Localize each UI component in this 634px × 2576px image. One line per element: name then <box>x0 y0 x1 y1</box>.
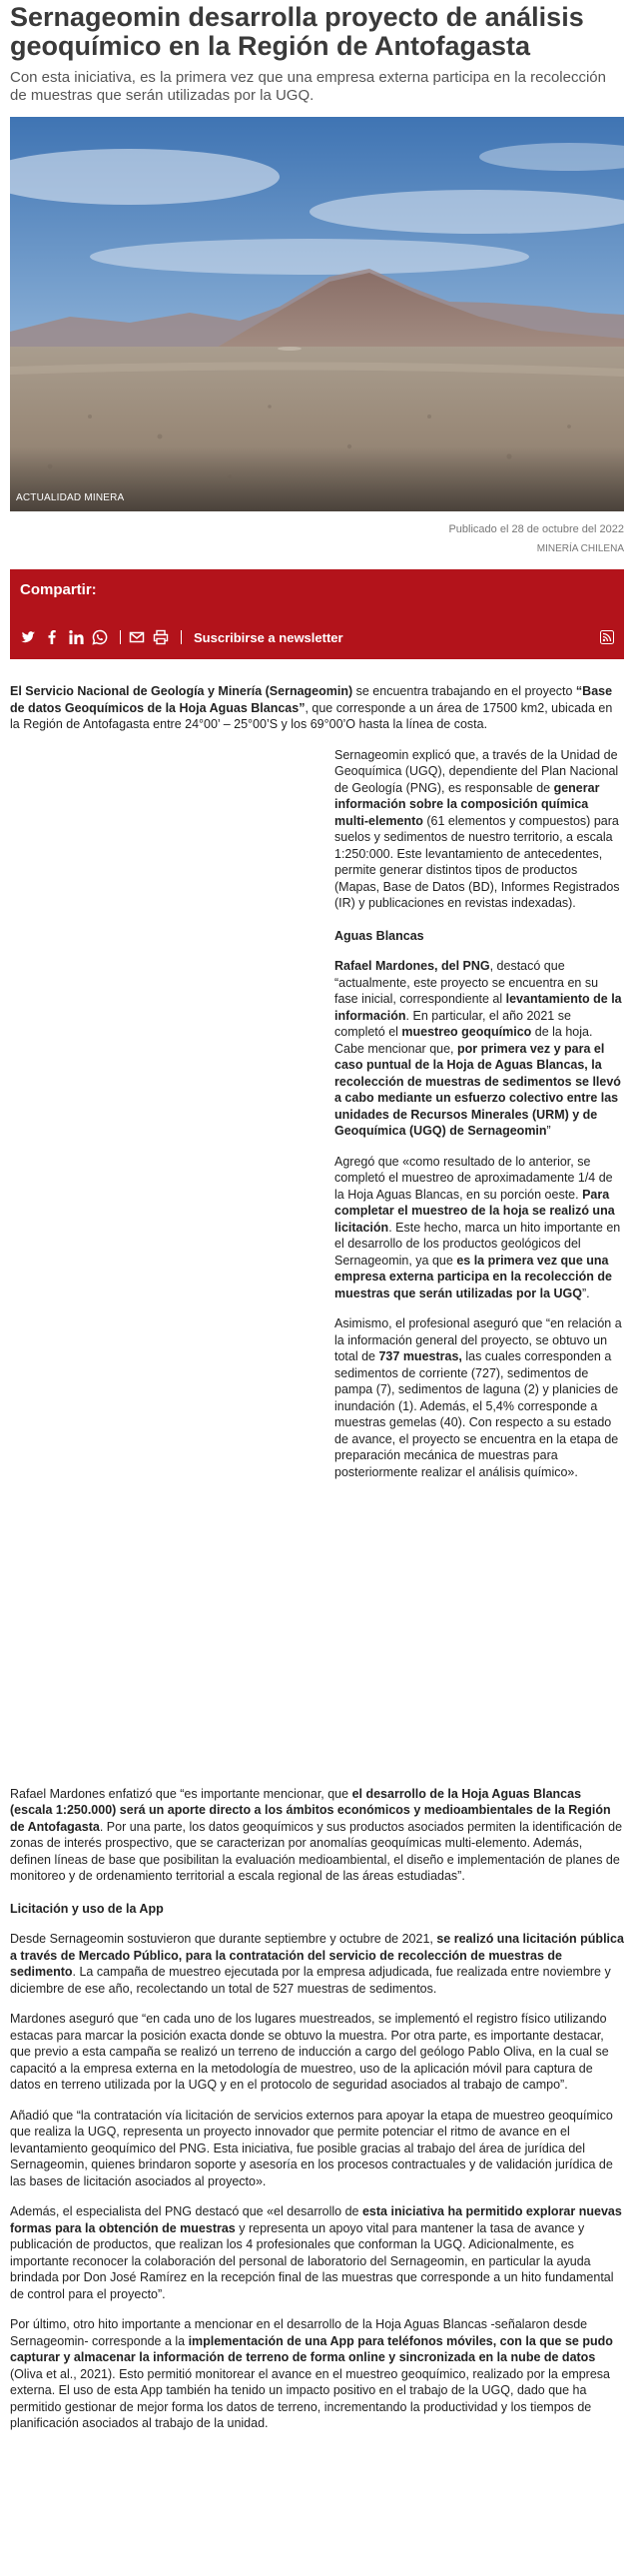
share-separator <box>120 630 121 644</box>
paragraph: Mardones aseguró que “en cada uno de los lugares muestreados, se implementó el registro físico utilizando estacas para marcar la posición exacta donde se obtuvo la muestra. Por otra parte, es importante destacar, que previo a esta campaña se realizó un terreno de inducción a cargo del geólogo Pablo Oliva, en la cual se capacitó a la empresa externa en la metodología de muestreo, uso de la aplicación móvil para captura de datos en terreno utilizada por la UGQ y en el protocolo de seguridad asociados al trabajo de campo”. <box>10 2012 609 2092</box>
share-bar <box>20 627 614 647</box>
section-heading: Licitación y uso de la App <box>10 1901 164 1916</box>
twitter-icon[interactable] <box>20 629 36 645</box>
paragraph: Rafael Mardones enfatizó que “es importante mencionar, que el desarrollo de la Hoja Aguas Blancas (escala 1:250.000) será un aporte directo a los ámbitos económicos y medioambientales de la Región de Antofagasta. Por una parte, los datos geoquímicos y sus productos asociados permiten la identificación de zonas de interés prospectivo, que se caracterizan por anomalías geoquímicas multi-elemento. Además, definen líneas de base que posibilitan la evaluación medioambiental, el diseño e implementación de planes de monitoreo y de ordenamiento territorial a escala regional de las áreas estudiadas”. <box>10 1786 623 1883</box>
article-meta <box>10 519 624 559</box>
paragraph: Sernageomin explicó que, a través de la Unidad de Geoquímica (UGQ), dependiente del Plan Nacional de Geología (PNG), es responsable de generar información sobre la composición química multi-elemento (61 elementos y compuestos) para suelos y sedimentos de nuestro territorio, a escala 1:250:000. Este levantamiento de antecedentes, permite generar distintos tipos de productos (Mapas, Base de Datos (BD), Informes Registrados (IR) y publicaciones en revistas indexadas). <box>334 747 620 910</box>
article-subtitle: Con esta iniciativa, es la primera vez que una empresa externa participa en la recolección de muestras que serán utilizadas por la UGQ. <box>10 69 606 104</box>
print-icon[interactable] <box>153 629 169 645</box>
image-category-tag[interactable]: ACTUALIDAD MINERA <box>16 492 125 503</box>
paragraph: Por último, otro hito importante a mencionar en el desarrollo de la Hoja Aguas Blancas -señalaron desde Sernageomin- corresponde a la implementación de una App para teléfonos móviles, con la que se pudo capturar y almacenar la información de terreno de forma online y sincronizada en la nube de datos (Oliva et al., 2021). Esto permitió monitorear el avance en el muestreo geoquímico, realizado por la empresa externa. El uso de esta App también ha tenido un impacto positivo en el trabajo de la UGQ, dado que ha permitido gestionar de mejor forma los datos de terreno, incrementando la productividad y los tiempos de planificación asociados al trabajo de la unidad. <box>10 2317 613 2430</box>
article-source[interactable]: MINERÍA CHILENA <box>536 543 624 554</box>
whatsapp-icon[interactable] <box>92 629 108 645</box>
embedded-content-placeholder <box>10 733 334 1772</box>
paragraph: Asimismo, el profesional aseguró que “en relación a la información general del proyecto, se obtuvo un total de 737 muestras, las cuales corresponden a sedimentos de corriente (727), sedimentos de pampa (7), sedimentos de laguna (2) y planicies de inundación (1). Además, el 5,4% corresponde a muestras gemelas (40). Con respecto a su estado de avance, el proyecto se encuentra en la etapa de preparación mecánica de muestras para posteriormente realizar el análisis químico». <box>334 1316 622 1479</box>
linkedin-icon[interactable] <box>68 629 84 645</box>
published-date: Publicado el 28 de octubre del 2022 <box>448 523 624 535</box>
share-separator <box>181 630 182 644</box>
share-box <box>10 569 624 659</box>
share-title: Compartir: <box>20 581 97 598</box>
paragraph: Rafael Mardones, del PNG, destacó que “actualmente, este proyecto se encuentra en su fase inicial, correspondiente al levantamiento de la información. En particular, el año 2021 se completó el muestreo geoquímico de la hoja. Cabe mencionar que, por primera vez y para el caso puntual de la Hoja de Aguas Blancas, la recolección de muestras de sedimentos se llevó a cabo mediante un esfuerzo colectivo entre las unidades de Recursos Minerales (URM) y de Geoquímica (UGQ) de Sernageomin” <box>334 959 622 1138</box>
paragraph: Desde Sernageomin sostuvieron que durante septiembre y octubre de 2021, se realizó una licitación pública a través de Mercado Público, para la contratación del servicio de recolección de muestras de sedimento. La campaña de muestreo ejecutada por la empresa adjudicada, fue realizada entre noviembre y diciembre de ese año, recolectando un total de 527 muestras de sedimentos. <box>10 1932 624 1996</box>
hero-image <box>10 117 624 511</box>
paragraph: Agregó que «como resultado de lo anterior, se completó el muestreo de aproximadamente 1/4 de la Hoja Aguas Blancas, en su porción oeste. Para completar el muestreo de la hoja se realizó una licitación. Este hecho, marca un hito importante en el desarrollo de los productos geológicos del Sernageomin, ya que es la primera vez que una empresa externa participa en la recolección de muestras que serán utilizadas por la UGQ”. <box>334 1154 621 1300</box>
paragraph: Además, el especialista del PNG destacó que «el desarrollo de esta iniciativa ha permitido explorar nuevas formas para la obtención de muestras y representa un apoyo vital para mantener la tasa de avance y publicación de productos, que realizan los 4 profesionales que conforman la UGQ. Adicionalmente, es importante reconocer la colaboración del personal de laboratorio del Sernageomin, en particular la ayuda brindada por Don José Ramírez en la recepción final de las muestras que corresponde a un hito fundamental de control para el proyecto”. <box>10 2204 622 2301</box>
newsletter-link[interactable]: Suscribirse a newsletter <box>194 629 343 645</box>
paragraph-intro: El Servicio Nacional de Geología y Minería (Sernageomin) se encuentra trabajando en el proyecto “Base de datos Geoquímicos de la Hoja Aguas Blancas”, que corresponde a un área de 17500 km2, ubicada en la Región de Antofagasta entre 24°00’ – 25°00’S y los 69°00’O hasta la línea de costa. <box>10 684 613 731</box>
email-icon[interactable] <box>129 629 145 645</box>
facebook-icon[interactable] <box>44 629 60 645</box>
paragraph: Añadió que “la contratación vía licitación de servicios externos para apoyar la etapa de muestreo geoquímico que realiza la UGQ, representa un proyecto innovador que permite potenciar el ritmo de avance en el levantamiento geoquímico del PNG. Esta iniciativa, fue posible gracias al trabajo del área de jurídica del Sernageomin, quienes brindaron soporte y asesoría en los procesos contractuales y de validación jurídica de las bases de licitación asociados al proyecto». <box>10 2108 613 2188</box>
article-title: Sernageomin desarrolla proyecto de análisis geoquímico en la Región de Antofagasta <box>10 2 584 61</box>
section-heading: Aguas Blancas <box>334 928 424 943</box>
rss-icon[interactable] <box>600 630 614 644</box>
desert-landscape-photo <box>10 117 624 511</box>
article-body <box>10 683 624 2438</box>
